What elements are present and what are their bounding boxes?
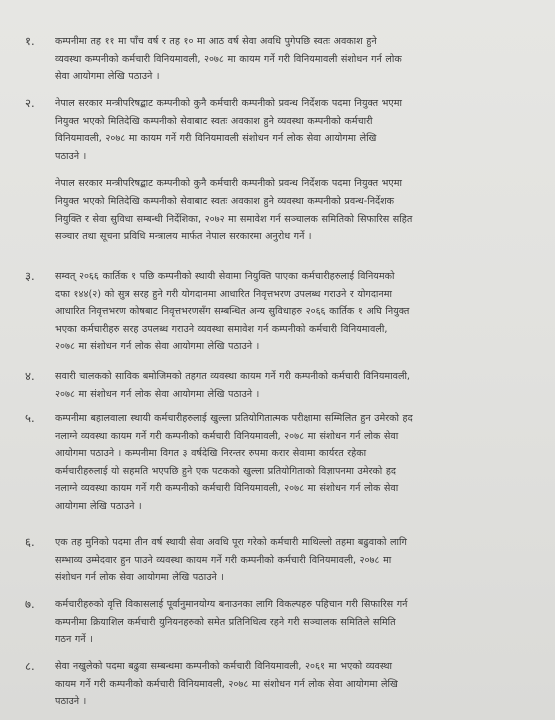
item-number: ३. — [25, 269, 35, 283]
item-number: ६. — [25, 535, 35, 549]
text-line: कम्पनीमा क्रियाशिल कर्मचारी युनियनहरुको समेत प्रतिनिधित्व रहने गरी सञ्चालक समितिले समिति — [55, 616, 396, 628]
item-paragraph — [55, 368, 533, 403]
text-line: सेवा नखुलेको पदमा बढुवा सम्बन्धमा कम्पनीको कर्मचारी विनियमावली, २०६१ मा भएको व्यवस्था — [55, 661, 393, 672]
text-line: भएका कर्मचारीहरु सरह उपलब्ध गराउने व्यवस्था समावेश गर्न कम्पनीको कर्मचारी विनियमावली, — [55, 323, 388, 335]
text-line: कर्मचारीहरुको वृत्ति विकासलाई पूर्वानुमानयोग्य बनाउनका लागि विकल्पहरु पहिचान गरी सिफारिस गर्न — [55, 599, 408, 610]
text-line: २०७८ मा संशोधन गर्न लोक सेवा आयोगमा लेखि पठाउने । — [55, 341, 260, 353]
text-line: नेपाल सरकार मन्त्रीपरिषद्बाट कम्पनीको कुनै कर्मचारी कम्पनीको प्रवन्ध निर्देशक पदमा नियुक्त भएमा — [55, 178, 402, 190]
text-line: सम्वत् २०६६ कार्तिक १ पछि कम्पनीको स्थायी सेवामा नियुक्ति पाएका कर्मचारीहरुलाई विनियमको — [55, 271, 395, 282]
item-paragraph — [55, 658, 533, 711]
item-number: ७. — [25, 597, 35, 611]
text-line: कम्पनीमा तह ११ मा पाँच वर्ष र तह १० मा आठ वर्ष सेवा अवधि पुगेपछि स्वतः अवकाश हुने — [55, 36, 377, 47]
text-line: सम्भाव्य उम्मेदवार हुन पाउने व्यवस्था कायम गर्ने गरी कम्पनीको कर्मचारी विनियमावली, २०७८ मा — [55, 554, 392, 566]
text-line: कम्पनीमा बहालवाला स्थायी कर्मचारीहरुलाई खुल्ला प्रतियोगितात्मक परीक्षामा सम्मिलित हुन उमेरको हद — [55, 413, 413, 424]
text-line: नलाग्ने व्यवस्था कायम गर्ने गरी कम्पनीको कर्मचारी विनियमावली, २०७८ मा संशोधन गर्न लोक सेवा — [55, 430, 399, 442]
text-line: आयोगमा लेखि पठाउने । — [55, 500, 142, 512]
text-line: कर्मचारीहरुलाई यो सहमति भएपछि हुने एक पटकको खुल्ला प्रतियोगिताको विज्ञापनमा उमेरको हद — [55, 465, 397, 477]
text-line: व्यवस्था कम्पनीको कर्मचारी विनियमावली, २०७८ मा कायम गर्ने गरी विनियमावली संशोधन गर्न लोक — [55, 53, 402, 65]
item-paragraph — [55, 33, 533, 86]
item-body — [55, 596, 533, 649]
item-body — [55, 368, 533, 403]
item-paragraph — [55, 175, 533, 245]
item-body — [55, 95, 533, 246]
text-line: आधारित निवृत्तभरण कोषबाट निवृत्तभरणसँग सम्बन्धित अन्य सुविधाहरु २०६६ कार्तिक १ अघि नियुक्त — [55, 306, 410, 318]
text-line: एक तह मुनिको पदमा तीन वर्ष स्थायी सेवा अवधि पूरा गरेको कर्मचारी माथिल्लो तहमा बढुवाको लागि — [55, 537, 407, 548]
item-paragraph — [55, 268, 533, 356]
item-body — [55, 658, 533, 711]
item-body — [55, 33, 533, 86]
item-number: १. — [25, 34, 35, 48]
text-line: आयोगमा पठाउने । कम्पनीमा विगत ३ वर्षदेखि निरन्तर रुपमा करार सेवामा कार्यरत रहेका — [55, 448, 367, 460]
text-line: संशोधन गर्न लोक सेवा आयोगमा लेखि पठाउने । — [55, 572, 224, 584]
text-line: सेवा आयोगमा लेखि पठाउने । — [55, 71, 160, 83]
text-line: नेपाल सरकार मन्त्रीपरिषद्बाट कम्पनीको कुनै कर्मचारी कम्पनीको प्रवन्ध निर्देशक पदमा नियुक्त भएमा — [55, 98, 402, 109]
item-body — [55, 410, 533, 516]
text-line: नियुक्त भएको मितिदेखि कम्पनीको सेवाबाट स्वतः अवकाश हुने व्यवस्था कम्पनीको प्रवन्ध-निर्देशक — [55, 195, 395, 207]
text-line: २०७८ मा संशोधन गर्न लोक सेवा आयोगमा लेखि पठाउने । — [55, 388, 260, 400]
text-line: कायम गर्ने गरी कम्पनीको कर्मचारी विनियमावली, २०७८ मा संशोधन गर्न लोक सेवा आयोगमा लेखि — [55, 678, 398, 690]
item-paragraph — [55, 596, 533, 649]
item-paragraph — [55, 95, 533, 165]
item-paragraph — [55, 534, 533, 587]
item-paragraph — [55, 410, 533, 516]
text-line: विनियमावली, २०७८ मा कायम गर्ने गरी विनियमावली संशोधन गर्न लोक सेवा आयोगमा लेखि — [55, 133, 377, 145]
item-body — [55, 534, 533, 587]
text-line: सञ्चार तथा सूचना प्रविधि मन्त्रालय मार्फत नेपाल सरकारमा अनुरोध गर्ने । — [55, 231, 312, 243]
item-body — [55, 268, 533, 356]
text-line: पठाउने । — [55, 150, 87, 162]
text-line: नलाग्ने व्यवस्था कायम गर्ने गरी कम्पनीको कर्मचारी विनियमावली, २०७८ मा संशोधन गर्न लोक सेवा — [55, 483, 399, 495]
item-number: ५. — [25, 411, 35, 425]
text-line: सवारी चालकको साविक बमोजिमको तहगत व्यवस्था कायम गर्ने गरी कम्पनीको कर्मचारी विनियमावली, — [55, 371, 410, 382]
item-number: २. — [25, 96, 35, 110]
text-line: दफा १४४(२) को सुत्र सरह हुने गरी योगदानमा आधारित निवृत्तभरण उपलब्ध गराउने र योगदानमा — [55, 288, 392, 300]
text-line: नियुक्ति र सेवा सुविधा सम्बन्धी निर्देशिका, २०७२ मा समावेश गर्न सञ्चालक समितिको सिफारिस सहित — [55, 213, 413, 225]
text-line: पठाउने । — [55, 696, 87, 708]
text-line: गठन गर्ने । — [55, 634, 93, 646]
item-number: ८. — [25, 659, 35, 673]
item-number: ४. — [25, 369, 35, 383]
text-line: नियुक्त भएको मितिदेखि कम्पनीको सेवाबाट स्वतः अवकाश हुने व्यवस्था कम्पनीको कर्मचारी — [55, 115, 373, 127]
